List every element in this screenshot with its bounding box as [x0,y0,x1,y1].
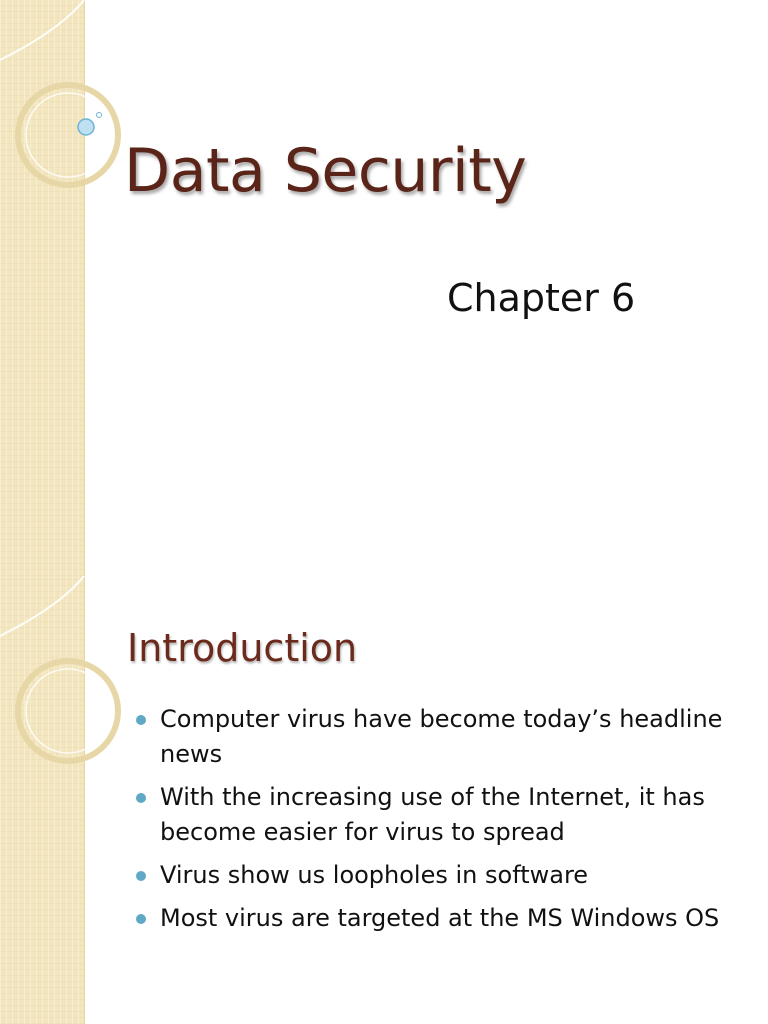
bullet-text: Most virus are targeted at the MS Windows OS [160,904,720,932]
bullet-text: Computer virus have become today’s headline news [160,705,723,768]
bullet-icon [136,715,146,725]
list-item [132,780,752,850]
section-heading: Introduction [127,626,358,670]
list-item [132,858,752,893]
slide-title: Data Security [124,136,527,206]
bullet-icon [136,793,146,803]
bullet-icon [136,871,146,881]
list-item [132,901,752,936]
slide-subtitle: Chapter 6 [447,276,636,320]
bullet-text: Virus show us loopholes in software [160,861,589,889]
circle-ornament [0,576,110,776]
bullet-list [132,702,752,944]
bullet-icon [136,914,146,924]
list-item [132,702,752,772]
bullet-text: With the increasing use of the Internet, it has become easier for virus to spread [160,783,705,846]
introduction-slide [0,576,768,1024]
circle-ornament [0,0,110,200]
